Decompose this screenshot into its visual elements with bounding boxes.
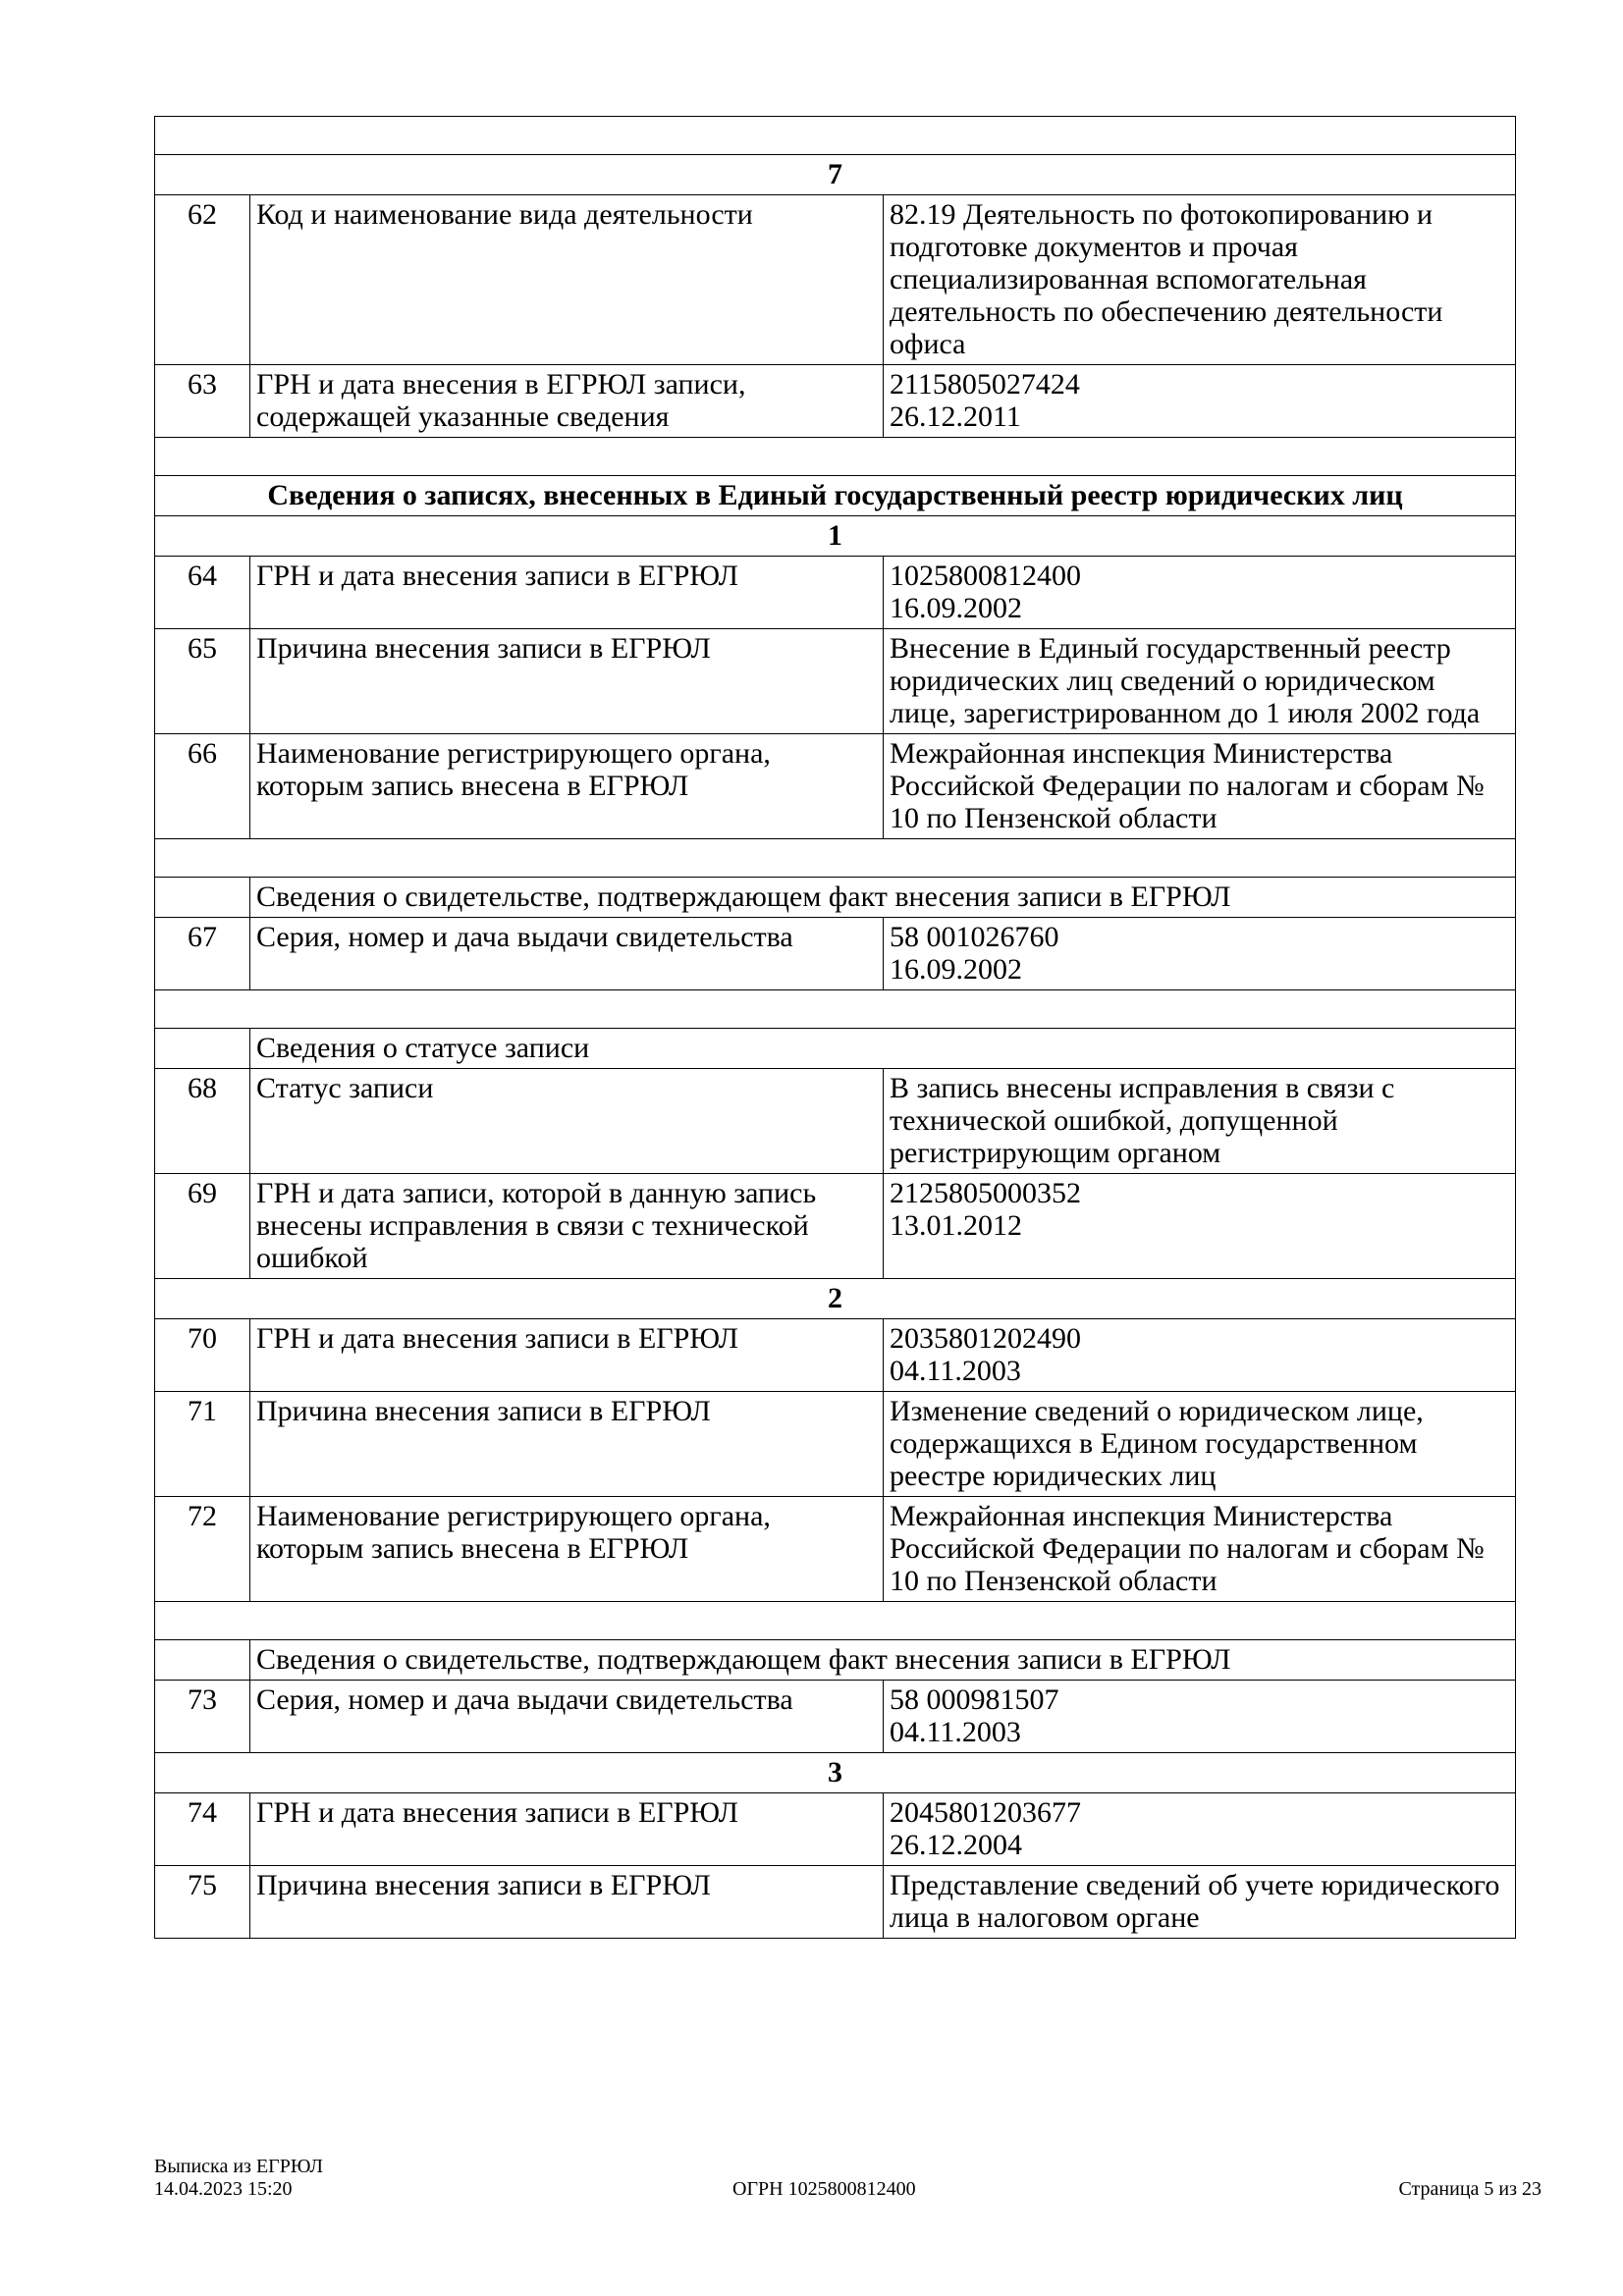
table-row <box>155 1866 1516 1939</box>
row-label: Код и наименование вида деятельности <box>250 195 884 365</box>
table-row <box>155 1497 1516 1602</box>
group-number: 2 <box>155 1279 1516 1319</box>
row-number: 62 <box>155 195 250 365</box>
footer-doc-title: Выписка из ЕГРЮЛ <box>154 2156 323 2177</box>
row-value: 58 000981507 04.11.2003 <box>884 1681 1516 1753</box>
row-number: 72 <box>155 1497 250 1602</box>
spacer-cell <box>155 990 1516 1029</box>
spacer-row <box>155 117 1516 155</box>
subsection-heading: Сведения о свидетельстве, подтверждающем факт внесения записи в ЕГРЮЛ <box>250 1640 1516 1681</box>
row-number: 64 <box>155 557 250 629</box>
row-label: Серия, номер и дача выдачи свидетельства <box>250 1681 884 1753</box>
row-number: 67 <box>155 918 250 990</box>
row-label: Наименование регистрирующего органа, которым запись внесена в ЕГРЮЛ <box>250 734 884 839</box>
table-row <box>155 629 1516 734</box>
spacer-cell <box>155 839 1516 878</box>
row-value: 1025800812400 16.09.2002 <box>884 557 1516 629</box>
group-number-row <box>155 1753 1516 1793</box>
row-number: 63 <box>155 365 250 438</box>
footer-datetime: 14.04.2023 15:20 <box>154 2178 293 2200</box>
row-label: ГРН и дата внесения записи в ЕГРЮЛ <box>250 1319 884 1392</box>
subsection-heading: Сведения о свидетельстве, подтверждающем факт внесения записи в ЕГРЮЛ <box>250 878 1516 918</box>
footer-ogrn: ОГРН 1025800812400 <box>732 2178 916 2200</box>
row-value: 2115805027424 26.12.2011 <box>884 365 1516 438</box>
row-value: В запись внесены исправления в связи с технической ошибкой, допущенной регистрирующим органом <box>884 1069 1516 1174</box>
footer-page-number: Страница 5 из 23 <box>1398 2178 1542 2200</box>
empty-num-cell <box>155 878 250 918</box>
spacer-row <box>155 990 1516 1029</box>
row-number: 69 <box>155 1174 250 1279</box>
table-row <box>155 195 1516 365</box>
table-row <box>155 1319 1516 1392</box>
row-value: 2045801203677 26.12.2004 <box>884 1793 1516 1866</box>
row-number: 65 <box>155 629 250 734</box>
row-value: Представление сведений об учете юридического лица в налоговом органе <box>884 1866 1516 1939</box>
table-row <box>155 1681 1516 1753</box>
table-row <box>155 734 1516 839</box>
table-row <box>155 918 1516 990</box>
row-label: ГРН и дата внесения записи в ЕГРЮЛ <box>250 1793 884 1866</box>
subsection-heading-row <box>155 878 1516 918</box>
group-number-row <box>155 1279 1516 1319</box>
table-row <box>155 1793 1516 1866</box>
table-row <box>155 557 1516 629</box>
footer-left <box>154 2156 323 2201</box>
row-value: Межрайонная инспекция Министерства Российской Федерации по налогам и сборам № 10 по Пензенской области <box>884 734 1516 839</box>
row-number: 66 <box>155 734 250 839</box>
table-row <box>155 1392 1516 1497</box>
row-number: 68 <box>155 1069 250 1174</box>
row-label: ГРН и дата внесения в ЕГРЮЛ записи, содержащей указанные сведения <box>250 365 884 438</box>
empty-num-cell <box>155 1029 250 1069</box>
row-label: Статус записи <box>250 1069 884 1174</box>
spacer-cell <box>155 1602 1516 1640</box>
row-number: 74 <box>155 1793 250 1866</box>
table-row <box>155 365 1516 438</box>
row-value: 2035801202490 04.11.2003 <box>884 1319 1516 1392</box>
row-number: 73 <box>155 1681 250 1753</box>
group-number: 7 <box>155 155 1516 195</box>
row-label: Наименование регистрирующего органа, которым запись внесена в ЕГРЮЛ <box>250 1497 884 1602</box>
row-label: Причина внесения записи в ЕГРЮЛ <box>250 1866 884 1939</box>
subsection-heading-row <box>155 1640 1516 1681</box>
subsection-heading-row <box>155 1029 1516 1069</box>
row-number: 75 <box>155 1866 250 1939</box>
row-value: Изменение сведений о юридическом лице, содержащихся в Едином государственном реестре юридических лиц <box>884 1392 1516 1497</box>
page-footer <box>154 2156 1542 2216</box>
row-label: Причина внесения записи в ЕГРЮЛ <box>250 629 884 734</box>
row-label: ГРН и дата записи, которой в данную запись внесены исправления в связи с технической ошибкой <box>250 1174 884 1279</box>
row-value: 58 001026760 16.09.2002 <box>884 918 1516 990</box>
spacer-cell <box>155 438 1516 476</box>
row-label: Причина внесения записи в ЕГРЮЛ <box>250 1392 884 1497</box>
spacer-row <box>155 1602 1516 1640</box>
row-number: 70 <box>155 1319 250 1392</box>
row-label: Серия, номер и дача выдачи свидетельства <box>250 918 884 990</box>
table-row <box>155 1069 1516 1174</box>
row-value: 82.19 Деятельность по фотокопированию и подготовке документов и прочая специализированная вспомогательная деятельность по обеспечению деятельности офиса <box>884 195 1516 365</box>
table-body <box>155 117 1516 1939</box>
row-label: ГРН и дата внесения записи в ЕГРЮЛ <box>250 557 884 629</box>
group-number-row <box>155 516 1516 557</box>
section-heading-row <box>155 476 1516 516</box>
group-number: 1 <box>155 516 1516 557</box>
spacer-row <box>155 438 1516 476</box>
spacer-cell <box>155 117 1516 155</box>
group-number-row <box>155 155 1516 195</box>
table-row <box>155 1174 1516 1279</box>
section-heading: Сведения о записях, внесенных в Единый государственный реестр юридических лиц <box>155 476 1516 516</box>
egrul-table <box>154 116 1516 1939</box>
empty-num-cell <box>155 1640 250 1681</box>
row-value: Внесение в Единый государственный реестр юридических лиц сведений о юридическом лице, зарегистрированном до 1 июля 2002 года <box>884 629 1516 734</box>
row-value: 2125805000352 13.01.2012 <box>884 1174 1516 1279</box>
group-number: 3 <box>155 1753 1516 1793</box>
row-number: 71 <box>155 1392 250 1497</box>
row-value: Межрайонная инспекция Министерства Российской Федерации по налогам и сборам № 10 по Пензенской области <box>884 1497 1516 1602</box>
subsection-heading: Сведения о статусе записи <box>250 1029 1516 1069</box>
spacer-row <box>155 839 1516 878</box>
